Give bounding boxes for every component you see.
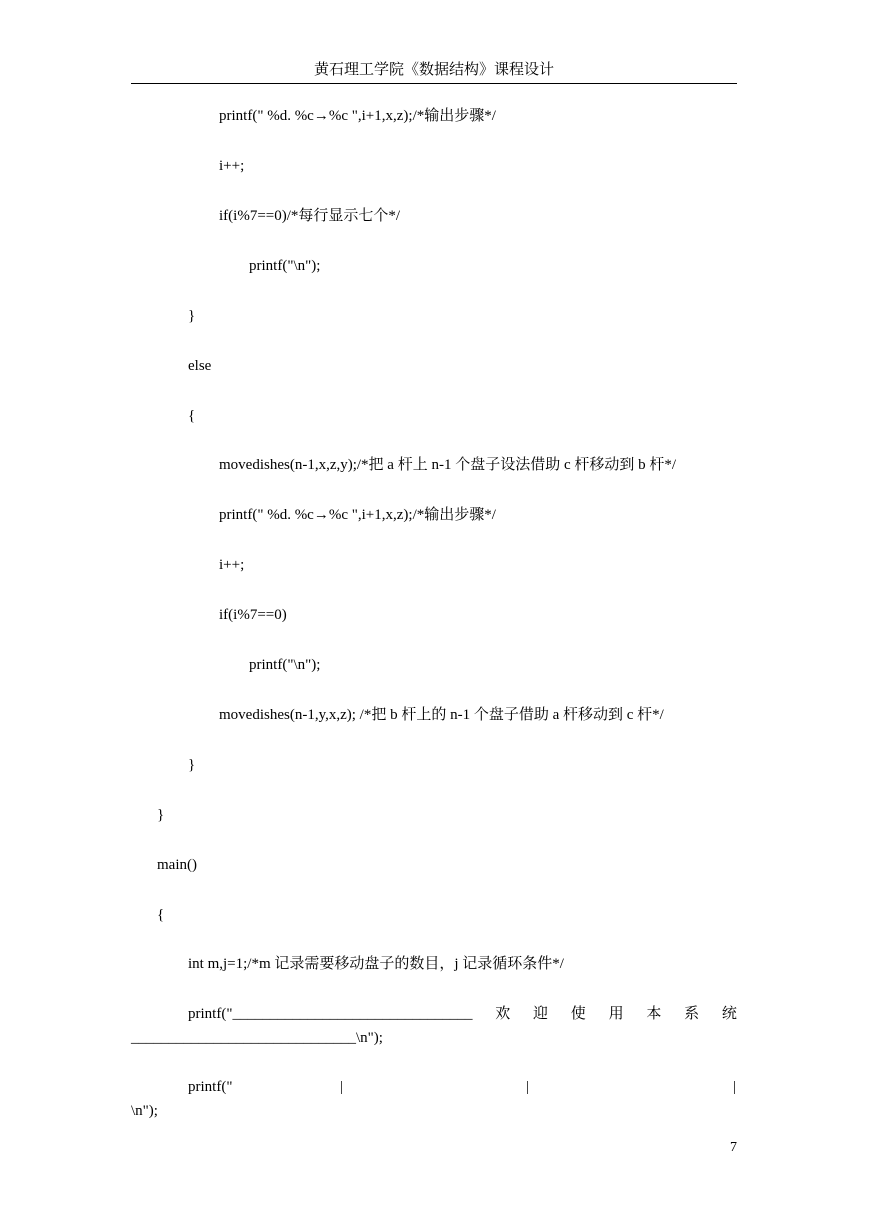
code-line: else	[188, 358, 212, 374]
welcome-char: 本	[646, 1006, 662, 1022]
welcome-char: 使	[570, 1006, 586, 1022]
code-line: }	[188, 757, 196, 773]
welcome-char: 迎	[533, 1006, 549, 1022]
page-header: 黄石理工学院《数据结构》课程设计	[313, 62, 554, 78]
code-fragment: printf("	[188, 1079, 233, 1095]
code-line: }	[157, 807, 165, 823]
code-line: main()	[157, 857, 197, 873]
code-line: movedishes(n-1,x,z,y);/*把 a 杆上 n-1 个盘子设法借助 c 杆移动到 b 杆*/	[219, 457, 677, 473]
bar-char: |	[526, 1079, 530, 1095]
code-line: i++;	[219, 557, 245, 573]
code-line: movedishes(n-1,y,x,z); /*把 b 杆上的 n-1 个盘子借助 a 杆移动到 c 杆*/	[219, 707, 664, 723]
code-line: int m,j=1;/*m 记录需要移动盘子的数目，j 记录循环条件*/	[188, 956, 564, 972]
code-line: printf("\n");	[249, 258, 321, 274]
code-line: {	[157, 907, 165, 923]
code-line: i++;	[219, 158, 245, 174]
code-line: printf(" %d. %c→%c ",i+1,x,z);/*输出步骤*/	[219, 108, 496, 124]
bar-char: |	[340, 1079, 344, 1095]
code-line: if(i%7==0)	[219, 607, 287, 623]
code-line: {	[188, 408, 196, 424]
code-line-welcome	[188, 1004, 737, 1024]
code-line: printf(" %d. %c→%c ",i+1,x,z);/*输出步骤*/	[219, 507, 496, 523]
code-line: printf("\n");	[249, 657, 321, 673]
welcome-char: 系	[684, 1006, 700, 1022]
code-fragment: printf("________________________________	[188, 1006, 473, 1022]
welcome-char: 统	[721, 1006, 737, 1022]
code-line-wrap: \n");	[131, 1103, 158, 1119]
welcome-char: 欢	[495, 1006, 511, 1022]
page-number: 7	[730, 1140, 737, 1155]
code-line: }	[188, 308, 196, 324]
bar-char: |	[733, 1079, 737, 1095]
code-line: if(i%7==0)/*每行显示七个*/	[219, 208, 401, 224]
code-line-wrap: ______________________________\n");	[131, 1030, 383, 1046]
welcome-char: 用	[608, 1006, 624, 1022]
header-rule	[131, 83, 737, 84]
